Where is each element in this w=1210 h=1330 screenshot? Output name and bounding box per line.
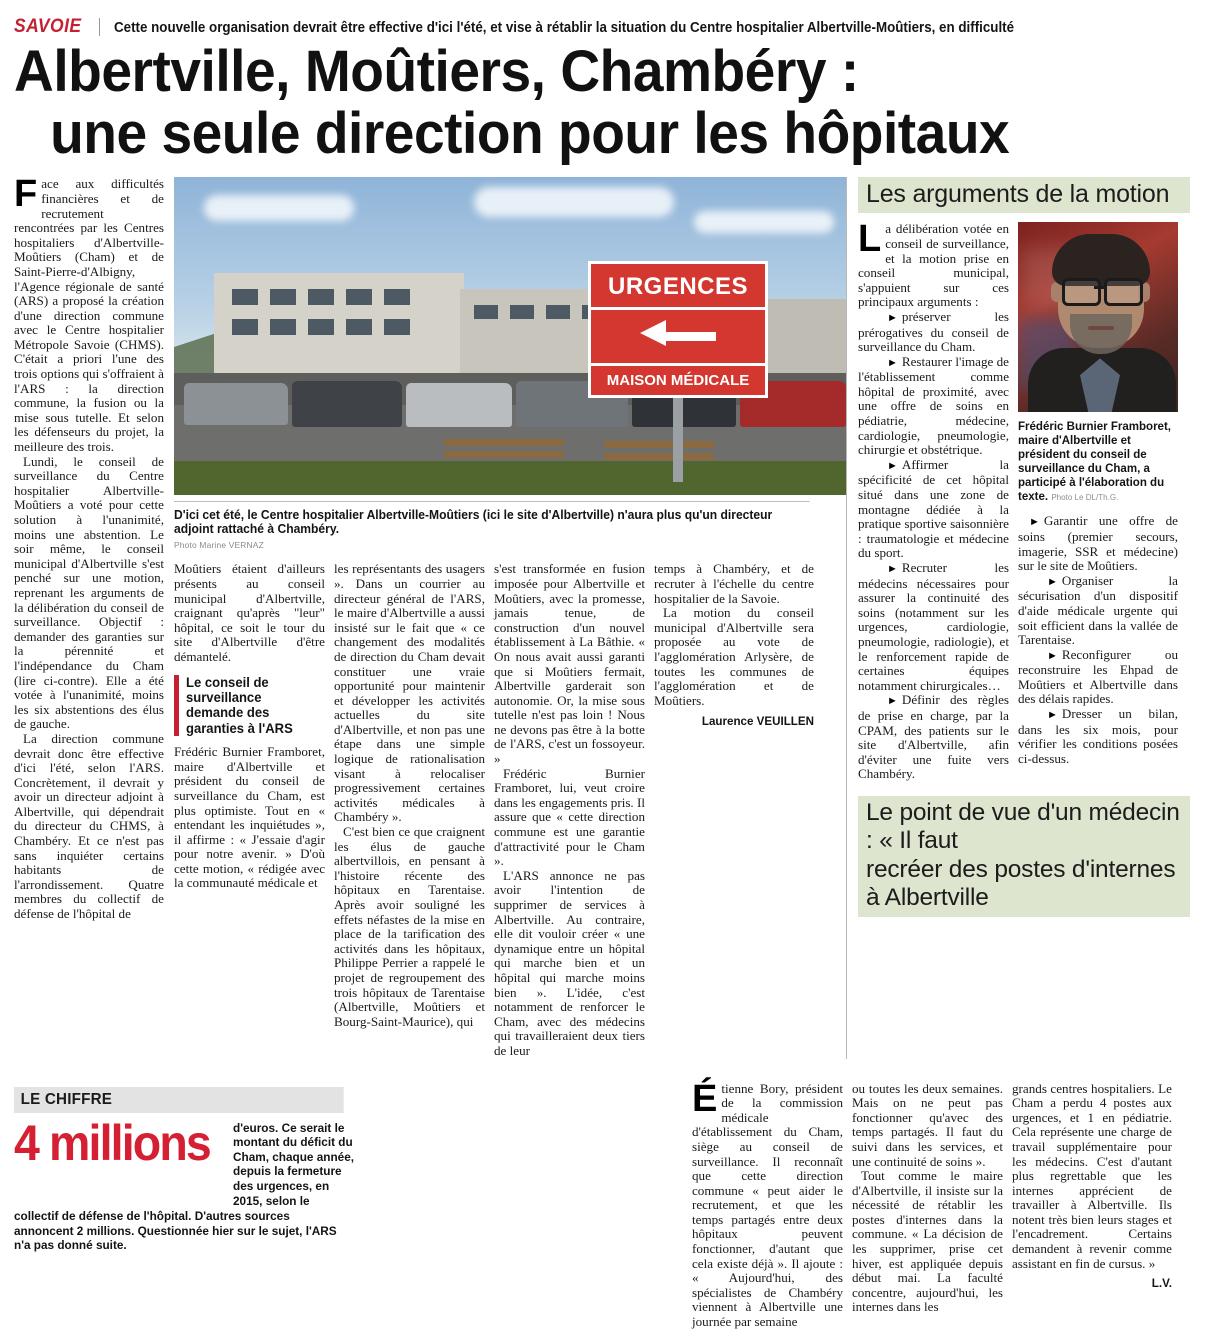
chiffre-label: LE CHIFFRE <box>14 1087 344 1113</box>
window-shape <box>384 319 410 335</box>
window-shape <box>346 289 372 305</box>
article-paragraph: s'est transformée en fusion imposée pour Albertville et Moûtiers, avec la promesse, jamais tenue, de construction d'un nouvel établissement à La Bâthie. « On nous avait aussi garanti que si Moûtiers fermait, Albertville garderait son autonomie. Or, la mise sous tutelle n'est pas loin ! Nous ne devons pas être à la botte de l'ARS, c'est un fossoyeur. » <box>494 561 645 767</box>
triangle-right-icon: ► <box>887 459 898 472</box>
main-content <box>14 173 1196 1058</box>
glasses-icon <box>1104 278 1143 306</box>
motion-bullet-text: Définir des règles de prise en charge, par la CPAM, des patients sur le site d'Albertville, afin d'éviter une fuite vers Chambéry. <box>858 692 1009 782</box>
medecin-paragraph: grands centres hospitaliers. Le Cham a perdu 4 postes aux urgences, et 1 en pédiatrie. Cela représente une charge de travail supplémentaire pour les médecins. C'est d'autant plus regrettable que les internes apprécient de travailler à Albertville. Ils notent très bien leurs stages et l'encadrement. Certains demandent à revenir comme assistant en fin de cursus. » <box>1012 1080 1172 1271</box>
motion-bullet-text: Organiser la sécurisation d'un dispositif d'aide médicale urgente qui soit efficient dans la vallée de Tarentaise. <box>1018 572 1178 648</box>
portrait-caption <box>1018 419 1172 504</box>
motion-section-title: Les arguments de la motion <box>858 177 1190 213</box>
medecin-column-1 <box>692 1077 852 1330</box>
sidebar-medecin <box>858 796 1190 917</box>
window-shape <box>232 319 258 335</box>
motion-intro: La délibération votée en conseil de surveillance, et la motion prise en conseil municipal, s'appuient sur ces principaux arguments : <box>858 218 1009 310</box>
medecin-column-3 <box>1012 1082 1172 1330</box>
motion-bullet-text: Restaurer l'image de l'établissement comme hôpital de proximité, avec une offre de soins en pédiatrie, médecine, cardiologie, pneumologie, chirurgie et obstétrique. <box>858 353 1009 458</box>
medecin-title-line-1: Le point de vue d'un médecin : « Il faut <box>866 798 1180 855</box>
motion-bullet-text: préserver les prérogatives du conseil de surveillance du Cham. <box>858 308 1009 355</box>
subheading-accent-bar <box>174 675 179 737</box>
motion-bullet-text: Garantir une offre de soins (premier secours, imagerie, SSR et médecine) sur le site de Moûtiers. <box>1018 513 1178 574</box>
subheading-text: Le conseil de surveillance demande des garanties à l'ARS <box>186 674 293 736</box>
motion-bullet <box>858 310 1009 355</box>
arrow-tail <box>664 332 716 341</box>
parked-car <box>292 381 402 427</box>
window-shape <box>270 289 296 305</box>
chiffre-content <box>14 1114 361 1209</box>
triangle-right-icon: ► <box>1047 575 1058 588</box>
glasses-icon <box>1062 278 1101 306</box>
portrait-credit: Photo Le DL/Th.G. <box>1051 492 1119 503</box>
triangle-right-icon: ► <box>1047 709 1058 722</box>
bench <box>604 453 714 460</box>
sidebar-motion <box>846 177 1190 1058</box>
sign-post <box>673 398 683 482</box>
chiffre-box <box>14 1087 361 1253</box>
sign-maison-medicale-label: MAISON MÉDICALE <box>588 366 768 398</box>
cloud-shape <box>204 195 354 221</box>
article-byline: Laurence VEUILLEN <box>701 715 814 729</box>
article-paragraph: Lundi, le conseil de surveillance du Centre hospitalier Albertville-Moûtiers a voté pour cette solution à l'unanimité, moins une abstention. Le soir même, le conseil municipal d'Albertville s'est penché sur une motion, reprenant les arguments de la délibération du conseil de surveillance. Objectif : demander des garanties sur la pérennité et l'indépendance du Cham (lire ci-contre). Elle a été votée à l'unanimité, moins les six abstentions des élus de gauche. <box>14 453 164 732</box>
article-paragraph: les représentants des usagers ». Dans un courrier au directeur général de l'ARS, le maire d'Albertville a aussi insisté sur le fait que « ce changement des modalités de direction du Cham devait constituer une vraie opportunité pour maintenir et développer les activités actuelles du site d'Albertville, et non pas une étape dans une simple logique de rationalisation visant à relocaliser progressivement certaines activités médicales à Chambéry ». <box>334 561 485 825</box>
motion-bullet <box>1018 574 1178 648</box>
grass-strip <box>174 461 846 495</box>
window-shape <box>546 305 570 319</box>
medecin-title-line-2: recréer des postes d'internes à Albertville <box>866 855 1176 912</box>
medecin-body <box>692 1073 1210 1330</box>
chiffre-text-full: collectif de défense de l'hôpital. D'autres sources annoncent 2 millions. Questionnée hier sur le sujet, l'ARS n'a pas donné suite. <box>14 1209 337 1253</box>
kicker-standfirst: Cette nouvelle organisation devrait être effective d'ici l'été, et vise à rétablir la situation du Centre hospitalier Albertville-Moûtiers, en difficulté <box>114 18 1015 36</box>
motion-bullet <box>1018 707 1178 766</box>
headline-line-1: Albertville, Moûtiers, Chambéry : <box>14 39 859 104</box>
article-column-4 <box>494 562 654 1058</box>
motion-bullet-text: Recruter les médecins nécessaires pour assurer la continuité des soins (notamment sur les urgences, cardiologie, pneumologie, radiologie), et le renforcement rapide de certaines équipes notamment chirurgicales… <box>858 560 1009 693</box>
triangle-right-icon: ► <box>887 695 898 708</box>
motion-column-1 <box>858 218 1018 782</box>
window-shape <box>270 319 296 335</box>
article-lower-columns <box>174 562 836 1058</box>
bench <box>604 441 714 448</box>
chiffre-number: 4 millions <box>14 1114 210 1171</box>
photo-caption: D'ici cet été, le Centre hospitalier Albertville-Moûtiers (ici le site d'Albertville) n'aura plus qu'un directeur adjoint rattaché à Chambéry. <box>174 501 810 536</box>
motion-bullet <box>1018 514 1178 573</box>
chiffre-text-right: d'euros. Ce serait le montant du déficit du Cham, chaque année, depuis la fermeture des urgences, en 2015, selon le <box>232 1120 354 1208</box>
portrait-caption-text: Frédéric Burnier Framboret, maire d'Albertville et président du conseil de surveillance du Cham, a participé à l'élaboration du texte. <box>1018 419 1171 504</box>
cloud-shape <box>694 211 834 233</box>
arrow-left-icon <box>640 320 666 346</box>
medecin-initials: L.V. <box>1151 1277 1172 1291</box>
medecin-paragraph: Étienne Bory, président de la commission médicale d'établissement du Cham, siège au conseil de surveillance. Il reconnaît que cette direction commune « peut aider le recrutement, et que les temps partagés entre deux hôpitaux peuvent fonctionner, d'autant que cela existe déjà ». Il ajoute : « Aujourd'hui, des spécialistes de Chambéry viennent à Albertville une journée par semaine <box>692 1077 843 1330</box>
motion-bullet <box>858 458 1009 561</box>
portrait-photo <box>1018 222 1178 412</box>
triangle-right-icon: ► <box>887 563 898 575</box>
sign-arrow-box <box>588 310 768 366</box>
photo-credit: Photo Marine VERNAZ <box>174 540 264 551</box>
motion-columns <box>858 218 1190 782</box>
kicker <box>14 0 1196 38</box>
article-paragraph: Frédéric Burnier Framboret, maire d'Albertville et président du conseil de surveillance du Cham, est plus optimiste. Tout en « entendant les inquiétudes », il affirme : « J'essaie d'agir pour notre avenir. » D'où cette motion, « rédigée avec la communauté médicale et <box>174 744 325 891</box>
window-shape <box>384 289 410 305</box>
article-column-3 <box>334 562 494 1058</box>
center-block <box>174 177 846 1058</box>
medecin-column-2 <box>852 1082 1012 1330</box>
motion-bullet <box>858 693 1009 782</box>
bench <box>444 439 564 446</box>
article-paragraph: La direction commune devrait donc être effective d'ici l'été, selon l'ARS. Concrètement, il devrait y avoir un directeur adjoint à Albertville, qui dépendrait du directeur du CHMS, à Chambéry. Et ce n'est pas sans inquiéter certains habitants de l'arrondissement. Quatre membres du collectif de défense de l'hôpital de <box>14 730 164 922</box>
motion-bullet <box>1018 648 1178 707</box>
sign-urgences-label: URGENCES <box>588 261 768 310</box>
bottom-row <box>14 1073 1196 1330</box>
window-shape <box>510 305 534 319</box>
parked-car <box>406 383 512 427</box>
window-shape <box>308 289 334 305</box>
headline-line-2: une seule direction pour les hôpitaux <box>50 100 1010 166</box>
article-column-1 <box>14 173 174 1058</box>
window-shape <box>346 319 372 335</box>
article-paragraph: L'ARS annonce ne pas avoir l'intention de supprimer de services à Albertville. Au contraire, elle dit vouloir créer « une dynamique entre un hôpital qui marche bien et un hôpital qui marche moins bien ». L'idée, c'est notamment de renforcer le Cham, avec des médecins qui travailleraient deux tiers de leur <box>494 867 645 1058</box>
medecin-section-title <box>858 796 1190 917</box>
triangle-right-icon: ► <box>1029 516 1040 529</box>
window-shape <box>308 319 334 335</box>
chiffre-block <box>14 1073 692 1330</box>
article-paragraph: Face aux difficultés financières et de recrutement rencontrées par les Centres hospitaliers d'Albertville-Moûtiers (Cham) et de Saint-Pierre-d'Albigny, l'Agence régionale de santé (ARS) a proposé la création d'une direction commune avec le Centre hospitalier Métropole Savoie (CHMS). C'était a priori l'une des trois options qui s'offraient à l'ARS : la direction commune, la fusion ou la mise sous tutelle. Et selon les défenseurs du projet, la meilleure des trois. <box>14 173 164 455</box>
article-column-2 <box>174 562 334 1058</box>
medecin-paragraph: Tout comme le maire d'Albertville, il insiste sur la nécessité de rétablir les postes d'internes dans la commune. « La décision de les supprimer, prise cet hiver, est appliquée depuis début mai. La faculté concentre, aujourd'hui, les internes dans les <box>852 1168 1003 1315</box>
parked-car <box>184 383 288 425</box>
emergency-sign <box>588 261 768 398</box>
medecin-paragraph: ou toutes les deux semaines. Mais on ne peut pas fonctionner qu'avec des temps partagés. Il faut du suivi dans les services, et une continuité de soins ». <box>852 1080 1003 1169</box>
glasses-bridge <box>1094 286 1105 289</box>
kicker-region-tag: SAVOIE <box>14 16 82 37</box>
window-shape <box>232 289 258 305</box>
main-photo <box>174 177 846 495</box>
triangle-right-icon: ► <box>887 356 898 369</box>
triangle-right-icon: ► <box>887 311 898 324</box>
window-shape <box>474 305 498 319</box>
motion-column-2 <box>1018 222 1178 782</box>
article-paragraph: Frédéric Burnier Framboret, lui, veut croire dans les engagements pris. Il assure que « cette direction commune est une garantie d'attractivité pour le Cham ». <box>494 765 645 869</box>
motion-bullet-text: Reconfigurer ou reconstruire les Ehpad de Moûtiers et Albertville dans des délais rapides. <box>1018 646 1178 707</box>
article-subheading <box>174 675 325 737</box>
page-title <box>14 39 1137 166</box>
article-paragraph: temps à Chambéry, et de recruter à l'échelle du centre hospitalier de la Savoie. <box>654 561 814 606</box>
motion-bullet <box>858 561 1009 693</box>
motion-bullet-text: Affirmer la spécificité de cet hôpital situé dans une zone de montagne dédiée à la pratique sportive saisonnière : traumatologie et médecine du sport. <box>858 456 1009 561</box>
cloud-shape <box>474 187 674 217</box>
article-paragraph: Moûtiers étaient d'ailleurs présents au conseil municipal d'Albertville, craignant qu'après "leur" hôpital, ce soit le tour du site d'Albertville d'être démantelé. <box>174 561 325 664</box>
portrait-mouth <box>1088 326 1114 330</box>
article-paragraph: La motion du conseil municipal d'Albertville sera proposée au vote de l'agglomération Arlysère, de toutes les communes de l'agglomération et de Moûtiers. <box>654 605 814 708</box>
triangle-right-icon: ► <box>1047 649 1058 662</box>
bench <box>444 451 564 458</box>
motion-bullet <box>858 355 1009 458</box>
article-paragraph: C'est bien ce que craignent les élus de gauche albertvillois, en pensant à l'histoire récente des hôpitaux en Tarentaise. Après avoir souligné les effets néfastes de la mise en place de la tarification des activités dans les hôpitaux, Philippe Perrier a rappelé le projet de regroupement des trois hôpitaux de Tarentaise (Albertville, Moûtiers et Bourg-Saint-Maurice), qui <box>334 824 485 1029</box>
article-column-5 <box>654 562 814 1058</box>
medecin-columns <box>692 1077 1210 1330</box>
kicker-divider <box>99 18 100 36</box>
motion-bullet-text: Dresser un bilan, dans les six mois, pour vérifier les conditions posées ci-dessus. <box>1018 706 1178 766</box>
